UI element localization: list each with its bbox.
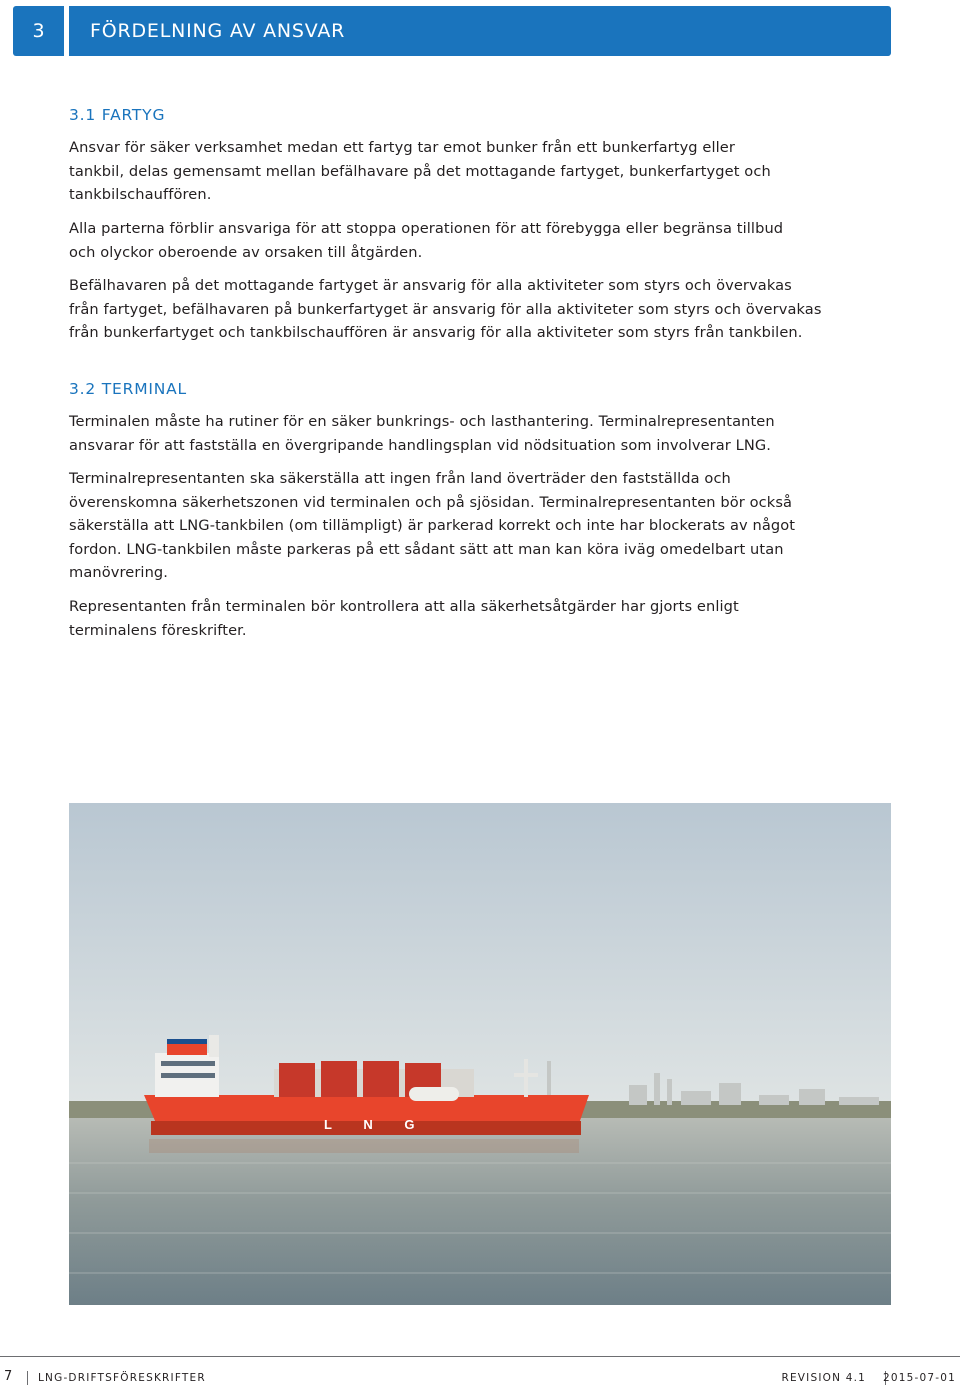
revision-date: 2015-07-01 xyxy=(882,1372,956,1384)
footer-rule xyxy=(0,1356,960,1357)
document-name: LNG-DRIFTSFÖRESKRIFTER xyxy=(38,1372,206,1384)
chapter-header xyxy=(13,6,891,56)
lng-ship-illustration xyxy=(69,803,891,1305)
paragraph-terminal-1: Terminalen måste ha rutiner för en säker bunkrings- och lasthantering. Terminalrepresentanten ansvarar för att fastställa en övergripande handlingsplan vid nödsituation som involverar LNG. xyxy=(69,413,775,454)
section-heading-fartyg: 3.1 FARTYG xyxy=(69,106,166,124)
paragraph-fartyg-2: Alla parterna förblir ansvariga för att stoppa operationen för att förebygga eller begränsa tillbud och olyckor oberoende av orsaken till åtgärden. xyxy=(69,220,784,261)
footer-separator xyxy=(27,1371,28,1385)
lng-ship-photo xyxy=(69,803,891,1305)
paragraph-fartyg-3: Befälhavaren på det mottagande fartyget är ansvarig för alla aktiviteter som styrs och övervakas från fartyget, befälhavaren på bunkerfartyget är ansvarig för alla aktiviteter som styrs och övervakas från bunkerfartyget och tankbilschauffören är ansvarig för alla aktiviteter som styrs från tankbilen. xyxy=(69,277,822,341)
paragraph-fartyg-1: Ansvar för säker verksamhet medan ett fartyg tar emot bunker från ett bunkerfartyg eller tankbil, delas gemensamt mellan befälhavare på det mottagande fartyget, bunkerfartyget och tankbilschauffören. xyxy=(69,139,771,203)
paragraph-terminal-3: Representanten från terminalen bör kontrollera att alla säkerhetsåtgärder har gjorts enligt terminalens föreskrifter. xyxy=(69,598,739,639)
page-footer xyxy=(0,1371,960,1387)
ship-hull-text: L N G xyxy=(324,1117,429,1132)
chapter-number: 3 xyxy=(13,6,64,56)
page-number: 7 xyxy=(4,1369,13,1384)
paragraph-terminal-2: Terminalrepresentanten ska säkerställa att ingen från land överträder den fastställda och överenskomna säkerhetszonen vid terminalen och på sjösidan. Terminalrepresentanten bör också säkerställa att LNG-tankbilen (om tillämpligt) är parkerad korrekt och inte har blockerats av något fordon. LNG-tankbilen måste parkeras på ett sådant sätt att man kan köra iväg omedelbart utan manövrering. xyxy=(69,470,796,581)
chapter-title: FÖRDELNING AV ANSVAR xyxy=(69,6,891,56)
revision-label: REVISION 4.1 xyxy=(781,1372,866,1384)
section-heading-terminal: 3.2 TERMINAL xyxy=(69,380,187,398)
